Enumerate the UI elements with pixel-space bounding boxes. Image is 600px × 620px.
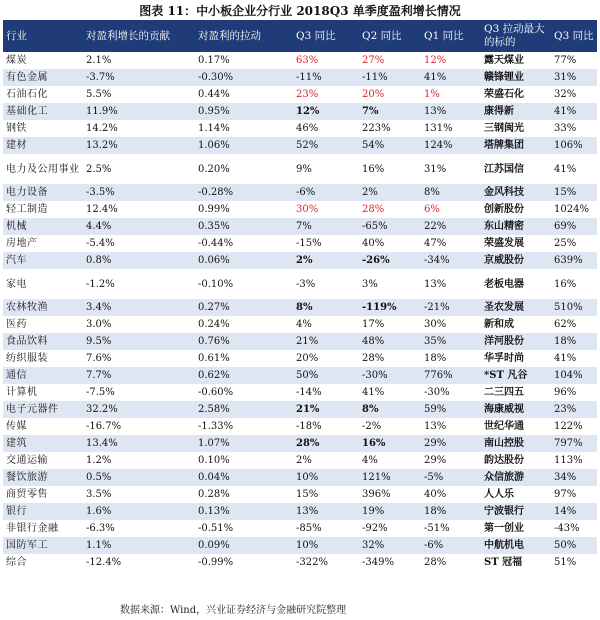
contribution-cell: -5.4%	[83, 235, 195, 252]
contribution-cell: 1.1%	[83, 537, 195, 554]
pull-cell: 0.62%	[195, 367, 293, 384]
q2-yoy-cell: 16%	[359, 154, 421, 184]
top-stock-q3-cell: 1024%	[551, 201, 597, 218]
industry-cell: 有色金属	[3, 69, 83, 86]
industry-cell: 家电	[3, 269, 83, 299]
q1-yoy-cell: 18%	[421, 350, 481, 367]
top-stock-cell: 南山控股	[481, 435, 551, 452]
contribution-cell: 2.1%	[83, 52, 195, 69]
top-stock-q3-cell: 104%	[551, 367, 597, 384]
q1-yoy-cell: -6%	[421, 537, 481, 554]
q1-yoy-cell: 30%	[421, 316, 481, 333]
pull-cell: 0.99%	[195, 201, 293, 218]
top-stock-cell: 韵达股份	[481, 452, 551, 469]
table-row	[3, 252, 597, 269]
table-row	[3, 69, 597, 86]
top-stock-cell: *ST 凡谷	[481, 367, 551, 384]
top-stock-q3-cell: 33%	[551, 120, 597, 137]
pull-cell: 1.14%	[195, 120, 293, 137]
top-stock-cell: 江苏国信	[481, 154, 551, 184]
q1-yoy-cell: 8%	[421, 184, 481, 201]
industry-cell: 非银行金融	[3, 520, 83, 537]
top-stock-q3-cell: 106%	[551, 137, 597, 154]
industry-cell: 煤炭	[3, 52, 83, 69]
industry-cell: 医药	[3, 316, 83, 333]
q2-yoy-cell: 4%	[359, 452, 421, 469]
pull-cell: 0.06%	[195, 252, 293, 269]
table-row	[3, 299, 597, 316]
industry-cell: 餐饮旅游	[3, 469, 83, 486]
contribution-cell: 9.5%	[83, 333, 195, 350]
top-stock-cell: ST 冠福	[481, 554, 551, 571]
top-stock-cell: 三钢闽光	[481, 120, 551, 137]
q3-yoy-cell: 21%	[293, 401, 359, 418]
contribution-cell: 1.2%	[83, 452, 195, 469]
contribution-cell: 7.7%	[83, 367, 195, 384]
q1-yoy-cell: -21%	[421, 299, 481, 316]
top-stock-q3-cell: -43%	[551, 520, 597, 537]
q3-yoy-cell: 4%	[293, 316, 359, 333]
pull-cell: 0.13%	[195, 503, 293, 520]
top-stock-q3-cell: 41%	[551, 103, 597, 120]
industry-cell: 银行	[3, 503, 83, 520]
col-header-top-stock: Q3 拉动最大的标的	[481, 20, 551, 52]
top-stock-q3-cell: 15%	[551, 184, 597, 201]
q2-yoy-cell: 223%	[359, 120, 421, 137]
table-row	[3, 333, 597, 350]
contribution-cell: -3.7%	[83, 69, 195, 86]
q3-yoy-cell: 30%	[293, 201, 359, 218]
industry-cell: 房地产	[3, 235, 83, 252]
q2-yoy-cell: 27%	[359, 52, 421, 69]
pull-cell: 0.10%	[195, 452, 293, 469]
q2-yoy-cell: 17%	[359, 316, 421, 333]
q1-yoy-cell: 124%	[421, 137, 481, 154]
top-stock-cell: 新和成	[481, 316, 551, 333]
table-row	[3, 218, 597, 235]
contribution-cell: -12.4%	[83, 554, 195, 571]
q1-yoy-cell: 35%	[421, 333, 481, 350]
q3-yoy-cell: -6%	[293, 184, 359, 201]
industry-cell: 电力及公用事业	[3, 154, 83, 184]
top-stock-q3-cell: 69%	[551, 218, 597, 235]
q3-yoy-cell: 15%	[293, 486, 359, 503]
q1-yoy-cell: 12%	[421, 52, 481, 69]
contribution-cell: 3.4%	[83, 299, 195, 316]
industry-cell: 石油石化	[3, 86, 83, 103]
q1-yoy-cell: 40%	[421, 486, 481, 503]
pull-cell: -0.99%	[195, 554, 293, 571]
industry-cell: 传媒	[3, 418, 83, 435]
top-stock-cell: 中航机电	[481, 537, 551, 554]
top-stock-q3-cell: 639%	[551, 252, 597, 269]
top-stock-q3-cell: 97%	[551, 486, 597, 503]
q3-yoy-cell: 10%	[293, 469, 359, 486]
col-header-q1-yoy: Q1 同比	[421, 20, 481, 52]
top-stock-q3-cell: 113%	[551, 452, 597, 469]
q1-yoy-cell: 776%	[421, 367, 481, 384]
top-stock-cell: 金风科技	[481, 184, 551, 201]
top-stock-q3-cell: 62%	[551, 316, 597, 333]
table-row	[3, 269, 597, 299]
q2-yoy-cell: -92%	[359, 520, 421, 537]
q3-yoy-cell: 63%	[293, 52, 359, 69]
pull-cell: 0.24%	[195, 316, 293, 333]
q3-yoy-cell: 46%	[293, 120, 359, 137]
q1-yoy-cell: -5%	[421, 469, 481, 486]
col-header-contribution: 对盈利增长的贡献	[83, 20, 195, 52]
table-title: 图表 11：中小板企业分行业 2018Q3 单季度盈利增长情况	[139, 4, 461, 18]
pull-cell: -0.30%	[195, 69, 293, 86]
q2-yoy-cell: 20%	[359, 86, 421, 103]
contribution-cell: 4.4%	[83, 218, 195, 235]
q2-yoy-cell: -119%	[359, 299, 421, 316]
q3-yoy-cell: 2%	[293, 452, 359, 469]
top-stock-cell: 洋河股份	[481, 333, 551, 350]
contribution-cell: 13.2%	[83, 137, 195, 154]
q1-yoy-cell: -34%	[421, 252, 481, 269]
q2-yoy-cell: 19%	[359, 503, 421, 520]
pull-cell: 0.95%	[195, 103, 293, 120]
table-row	[3, 154, 597, 184]
q3-yoy-cell: 10%	[293, 537, 359, 554]
q3-yoy-cell: -85%	[293, 520, 359, 537]
top-stock-cell: 第一创业	[481, 520, 551, 537]
contribution-cell: 3.5%	[83, 486, 195, 503]
top-stock-q3-cell: 16%	[551, 269, 597, 299]
top-stock-cell: 老板电器	[481, 269, 551, 299]
q1-yoy-cell: 1%	[421, 86, 481, 103]
top-stock-cell: 京威股份	[481, 252, 551, 269]
industry-cell: 交通运输	[3, 452, 83, 469]
contribution-cell: 14.2%	[83, 120, 195, 137]
q2-yoy-cell: -65%	[359, 218, 421, 235]
q1-yoy-cell: 47%	[421, 235, 481, 252]
pull-cell: -0.51%	[195, 520, 293, 537]
q2-yoy-cell: 8%	[359, 401, 421, 418]
industry-cell: 综合	[3, 554, 83, 571]
pull-cell: 2.58%	[195, 401, 293, 418]
industry-cell: 电子元器件	[3, 401, 83, 418]
contribution-cell: -3.5%	[83, 184, 195, 201]
table-row	[3, 384, 597, 401]
q2-yoy-cell: -11%	[359, 69, 421, 86]
q2-yoy-cell: 396%	[359, 486, 421, 503]
table-row	[3, 235, 597, 252]
q2-yoy-cell: -2%	[359, 418, 421, 435]
q1-yoy-cell: -30%	[421, 384, 481, 401]
table-row	[3, 184, 597, 201]
q3-yoy-cell: 52%	[293, 137, 359, 154]
q1-yoy-cell: -51%	[421, 520, 481, 537]
table-row	[3, 469, 597, 486]
pull-cell: -0.60%	[195, 384, 293, 401]
industry-cell: 纺织服装	[3, 350, 83, 367]
q2-yoy-cell: 28%	[359, 201, 421, 218]
pull-cell: 0.27%	[195, 299, 293, 316]
top-stock-cell: 众信旅游	[481, 469, 551, 486]
q3-yoy-cell: -14%	[293, 384, 359, 401]
q1-yoy-cell: 28%	[421, 554, 481, 571]
top-stock-q3-cell: 25%	[551, 235, 597, 252]
table-row	[3, 201, 597, 218]
q1-yoy-cell: 13%	[421, 269, 481, 299]
col-header-q2-yoy: Q2 同比	[359, 20, 421, 52]
q1-yoy-cell: 29%	[421, 452, 481, 469]
q3-yoy-cell: 9%	[293, 154, 359, 184]
top-stock-cell: 荣盛发展	[481, 235, 551, 252]
q1-yoy-cell: 13%	[421, 103, 481, 120]
q3-yoy-cell: 23%	[293, 86, 359, 103]
q2-yoy-cell: 7%	[359, 103, 421, 120]
top-stock-q3-cell: 797%	[551, 435, 597, 452]
q3-yoy-cell: -322%	[293, 554, 359, 571]
q1-yoy-cell: 131%	[421, 120, 481, 137]
contribution-cell: -7.5%	[83, 384, 195, 401]
top-stock-q3-cell: 41%	[551, 154, 597, 184]
col-header-q3-yoy: Q3 同比	[293, 20, 359, 52]
top-stock-cell: 东山精密	[481, 218, 551, 235]
table-row	[3, 452, 597, 469]
contribution-cell: -16.7%	[83, 418, 195, 435]
top-stock-q3-cell: 23%	[551, 401, 597, 418]
q3-yoy-cell: 2%	[293, 252, 359, 269]
top-stock-cell: 康得新	[481, 103, 551, 120]
top-stock-cell: 赣锋锂业	[481, 69, 551, 86]
q3-yoy-cell: -3%	[293, 269, 359, 299]
top-stock-cell: 人人乐	[481, 486, 551, 503]
q3-yoy-cell: 12%	[293, 103, 359, 120]
industry-profit-table	[3, 20, 597, 571]
q3-yoy-cell: -15%	[293, 235, 359, 252]
pull-cell: 0.09%	[195, 537, 293, 554]
q3-yoy-cell: 8%	[293, 299, 359, 316]
q1-yoy-cell: 6%	[421, 201, 481, 218]
industry-cell: 建材	[3, 137, 83, 154]
top-stock-q3-cell: 14%	[551, 503, 597, 520]
industry-cell: 汽车	[3, 252, 83, 269]
top-stock-q3-cell: 34%	[551, 469, 597, 486]
pull-cell: 0.44%	[195, 86, 293, 103]
q2-yoy-cell: 16%	[359, 435, 421, 452]
contribution-cell: 11.9%	[83, 103, 195, 120]
q3-yoy-cell: 13%	[293, 503, 359, 520]
contribution-cell: 7.6%	[83, 350, 195, 367]
q1-yoy-cell: 22%	[421, 218, 481, 235]
table-row	[3, 418, 597, 435]
table-row	[3, 350, 597, 367]
q2-yoy-cell: -30%	[359, 367, 421, 384]
contribution-cell: 0.8%	[83, 252, 195, 269]
contribution-cell: 5.5%	[83, 86, 195, 103]
table-row	[3, 401, 597, 418]
top-stock-cell: 圣农发展	[481, 299, 551, 316]
contribution-cell: 3.0%	[83, 316, 195, 333]
industry-cell: 轻工制造	[3, 201, 83, 218]
q3-yoy-cell: -11%	[293, 69, 359, 86]
table-row	[3, 137, 597, 154]
q1-yoy-cell: 18%	[421, 503, 481, 520]
table-row	[3, 120, 597, 137]
pull-cell: 1.06%	[195, 137, 293, 154]
pull-cell: 0.20%	[195, 154, 293, 184]
contribution-cell: 13.4%	[83, 435, 195, 452]
q2-yoy-cell: 28%	[359, 350, 421, 367]
col-header-top-stock-q3-yoy: Q3 同比	[551, 20, 597, 52]
top-stock-cell: 荣盛石化	[481, 86, 551, 103]
q2-yoy-cell: 48%	[359, 333, 421, 350]
top-stock-cell: 海康威视	[481, 401, 551, 418]
industry-cell: 计算机	[3, 384, 83, 401]
col-header-pull: 对盈利的拉动	[195, 20, 293, 52]
pull-cell: -0.10%	[195, 269, 293, 299]
pull-cell: 1.07%	[195, 435, 293, 452]
contribution-cell: -1.2%	[83, 269, 195, 299]
q3-yoy-cell: 50%	[293, 367, 359, 384]
top-stock-cell: 创新股份	[481, 201, 551, 218]
pull-cell: 0.35%	[195, 218, 293, 235]
contribution-cell: 12.4%	[83, 201, 195, 218]
top-stock-q3-cell: 122%	[551, 418, 597, 435]
top-stock-q3-cell: 32%	[551, 86, 597, 103]
contribution-cell: 0.5%	[83, 469, 195, 486]
q3-yoy-cell: 21%	[293, 333, 359, 350]
top-stock-q3-cell: 18%	[551, 333, 597, 350]
industry-cell: 电力设备	[3, 184, 83, 201]
q2-yoy-cell: -349%	[359, 554, 421, 571]
industry-cell: 建筑	[3, 435, 83, 452]
q2-yoy-cell: 3%	[359, 269, 421, 299]
pull-cell: 0.76%	[195, 333, 293, 350]
table-row	[3, 554, 597, 571]
q2-yoy-cell: 41%	[359, 384, 421, 401]
table-row	[3, 86, 597, 103]
top-stock-q3-cell: 51%	[551, 554, 597, 571]
contribution-cell: -6.3%	[83, 520, 195, 537]
table-row	[3, 503, 597, 520]
pull-cell: 0.61%	[195, 350, 293, 367]
table-row	[3, 486, 597, 503]
top-stock-cell: 塔牌集团	[481, 137, 551, 154]
header-row	[3, 20, 597, 52]
industry-cell: 国防军工	[3, 537, 83, 554]
pull-cell: 0.17%	[195, 52, 293, 69]
table-row	[3, 103, 597, 120]
col-header-industry: 行业	[3, 20, 83, 52]
pull-cell: 0.04%	[195, 469, 293, 486]
top-stock-cell: 二三四五	[481, 384, 551, 401]
data-source-note: 数据来源：Wind，兴业证券经济与金融研究院整理	[120, 605, 347, 616]
q1-yoy-cell: 59%	[421, 401, 481, 418]
top-stock-cell: 宁波银行	[481, 503, 551, 520]
table-row	[3, 367, 597, 384]
top-stock-q3-cell: 96%	[551, 384, 597, 401]
contribution-cell: 2.5%	[83, 154, 195, 184]
top-stock-cell: 华孚时尚	[481, 350, 551, 367]
top-stock-q3-cell: 77%	[551, 52, 597, 69]
top-stock-q3-cell: 41%	[551, 350, 597, 367]
q3-yoy-cell: -18%	[293, 418, 359, 435]
top-stock-cell: 世纪华通	[481, 418, 551, 435]
industry-cell: 农林牧渔	[3, 299, 83, 316]
q2-yoy-cell: 121%	[359, 469, 421, 486]
top-stock-q3-cell: 31%	[551, 69, 597, 86]
pull-cell: 0.28%	[195, 486, 293, 503]
contribution-cell: 1.6%	[83, 503, 195, 520]
q2-yoy-cell: 40%	[359, 235, 421, 252]
industry-cell: 机械	[3, 218, 83, 235]
table-row	[3, 520, 597, 537]
industry-cell: 通信	[3, 367, 83, 384]
industry-cell: 商贸零售	[3, 486, 83, 503]
top-stock-cell: 露天煤业	[481, 52, 551, 69]
table-row	[3, 52, 597, 69]
industry-cell: 钢铁	[3, 120, 83, 137]
table-row	[3, 537, 597, 554]
table-row	[3, 316, 597, 333]
contribution-cell: 32.2%	[83, 401, 195, 418]
pull-cell: -0.28%	[195, 184, 293, 201]
pull-cell: -0.44%	[195, 235, 293, 252]
q1-yoy-cell: 31%	[421, 154, 481, 184]
top-stock-q3-cell: 510%	[551, 299, 597, 316]
q3-yoy-cell: 28%	[293, 435, 359, 452]
q2-yoy-cell: 2%	[359, 184, 421, 201]
q2-yoy-cell: 54%	[359, 137, 421, 154]
table-row	[3, 435, 597, 452]
top-stock-q3-cell: 50%	[551, 537, 597, 554]
q1-yoy-cell: 13%	[421, 418, 481, 435]
q3-yoy-cell: 20%	[293, 350, 359, 367]
industry-cell: 食品饮料	[3, 333, 83, 350]
q1-yoy-cell: 41%	[421, 69, 481, 86]
pull-cell: -1.33%	[195, 418, 293, 435]
q3-yoy-cell: 7%	[293, 218, 359, 235]
q2-yoy-cell: -26%	[359, 252, 421, 269]
industry-cell: 基础化工	[3, 103, 83, 120]
q1-yoy-cell: 29%	[421, 435, 481, 452]
q2-yoy-cell: 32%	[359, 537, 421, 554]
